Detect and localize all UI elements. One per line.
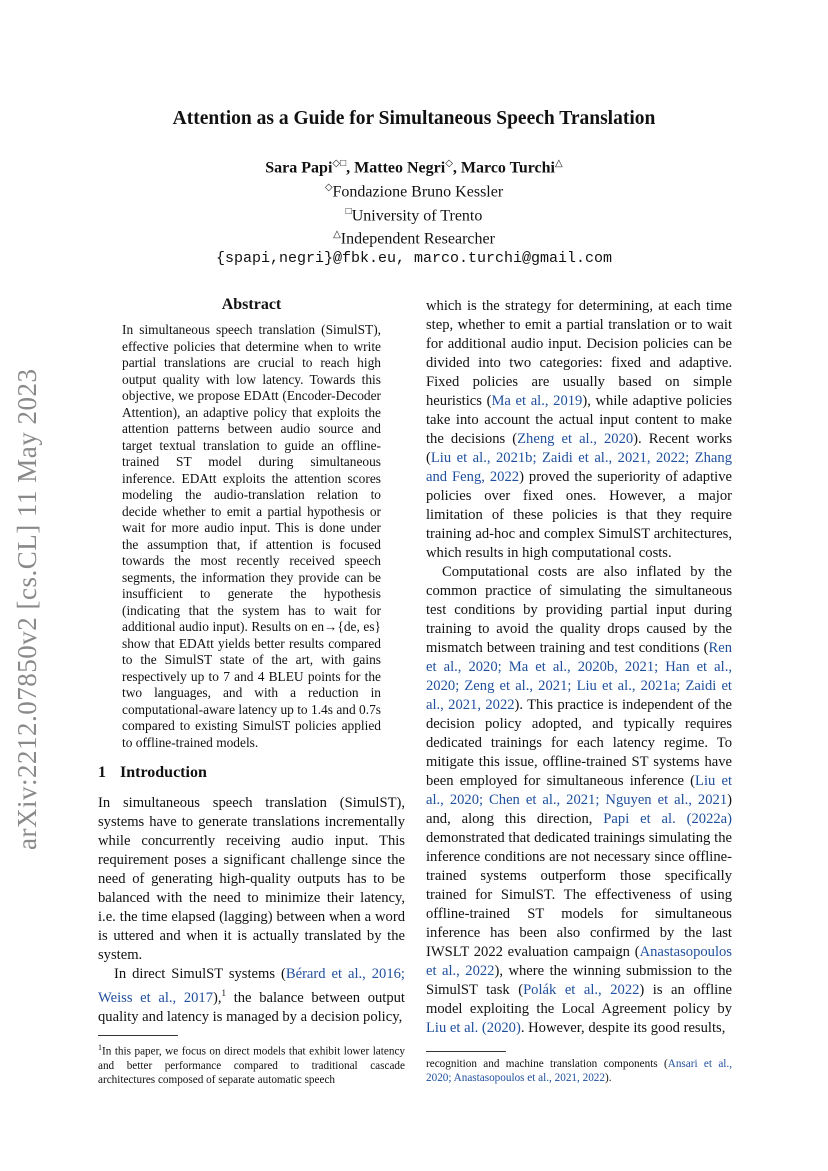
right-footnote-continuation [426,1043,732,1085]
author-3: , Marco Turchi [452,159,555,177]
footnote-marker[interactable]: 1 [221,988,227,998]
footnote-1 [98,1041,405,1087]
citation-link[interactable]: Liu et al., 2021b; Zaidi et al., 2021, 2022; Zhang and Feng, 2022 [426,450,732,485]
citation-link[interactable]: Ma et al., 2019 [491,393,583,409]
text-span: ), [213,989,222,1006]
footnote-1-continued [426,1057,732,1085]
affiliation-2-mark: □ [345,205,352,217]
text-span: ) and, along this direction, [426,792,732,827]
affiliation-3 [0,225,828,249]
left-column [98,296,405,1087]
text-span: ). Recent works ( [426,431,732,466]
footnote-rule [426,1051,506,1052]
section-heading-introduction [98,764,405,782]
citation-link[interactable]: Polák et al., 2022 [523,982,640,998]
text-span: ) is an offline model exploiting the Local Agreement policy by [426,982,732,1017]
arxiv-identifier: arXiv:2212.07850v2 [cs.CL] 11 May 2023 [12,368,42,850]
citation-link[interactable]: Anastasopoulos et al., 2022 [426,944,732,979]
text-span: . However, despite its good results, [520,1020,726,1036]
intro-paragraph-1: In simultaneous speech translation (SimulST), systems have to generate translations incrementally while concurrently receiving audio input. This requirement poses a significant challenge since the need of generating high-quality outputs has to be balanced with the need to minimize their latency, i.e. the time elapsed (lagging) between when a word is uttered and when it is actually translated by the system. [98,795,405,963]
right-column [426,297,732,1038]
author-1: Sara Papi [265,159,333,177]
section-title: Introduction [120,764,207,781]
author-3-marks: △ [555,158,563,169]
text-span: In direct SimulST systems ( [114,966,286,982]
citation-link[interactable]: Liu et al. (2020) [426,1020,521,1036]
author-names [0,154,828,178]
text-span: which is the strategy for determining, at each time step, whether to emit a partial translation or to wait for additional audio input. Decision policies can be divided into two categories: fixed and adaptive. Fixed policies are usually based on simple heuristics ( [426,298,732,409]
citation-link[interactable]: Bérard et al., 2016; Weiss et al., 2017 [98,966,405,1006]
author-1-marks: ◇□ [332,158,347,169]
affiliation-1-mark: ◇ [324,181,333,193]
footnote-1-mark: 1 [98,1042,102,1052]
paper-title: Attention as a Guide for Simultaneous Speech Translation [172,108,656,129]
footnote-rule [98,1035,178,1036]
section-number: 1 [98,764,106,781]
text-span: ). [605,1072,612,1084]
author-emails: {spapi,negri}@fbk.eu, marco.turchi@gmail.com [215,250,613,268]
affiliation-3-mark: △ [333,229,341,241]
author-block [0,154,828,269]
citation-link[interactable]: Ren et al., 2020; Ma et al., 2020b, 2021; Han et al., 2020; Zeng et al., 2021; Liu et al., 2021a; Zaidi et al., 2021, 2022 [426,640,732,713]
affiliation-3-text: Independent Researcher [340,230,495,248]
citation-link[interactable]: Zheng et al., 2020 [517,431,634,447]
citation-link[interactable]: Papi et al. (2022a) [603,811,732,827]
citation-link[interactable]: Liu et al., 2020; Chen et al., 2021; Nguyen et al., 2021 [426,773,732,808]
text-span: ), while adaptive policies take into account the actual input content to make the decisions ( [426,393,732,447]
abstract-text: In simultaneous speech translation (SimulST), effective policies that determine when to write partial translations are crucial to reach high output quality with low latency. Towards this objective, we propose EDAtt (Encoder-Decoder Attention), an adaptive policy that exploits the attention patterns between audio source and target textual translation to guide an offline-trained ST model during simultaneous inference. EDAtt exploits the attention scores modeling the audio-translation relation to decide whether to emit a partial hypothesis or wait for more audio input. This is done under the assumption that, if attention is focused towards the most recently received speech segments, the information they provide can be insufficient to generate the hypothesis (indicating that the system has to wait for additional audio input). Results on en→{de, es} show that EDAtt yields better results compared to the SimulST state of the art, with gains respectively up to 7 and 4 BLEU points for the two languages, and with a reduction in computational-aware latency up to 1.4s and 0.7s compared to existing SimulST policies applied to offline-trained models. [122,322,381,750]
text-span: ), where the winning submission to the SimulST task ( [426,963,732,998]
intro-paragraph-3 [426,297,732,563]
intro-paragraph-4 [426,563,732,1038]
text-span: ) proved the superiority of adaptive policies over fixed ones. However, a major limitation of these policies is that they require training ad-hoc and complex SimulST architectures, which results in high computational costs. [426,469,732,561]
affiliation-1-text: Fondazione Bruno Kessler [332,183,504,201]
citation-link[interactable]: Ansari et al., 2020; Anastasopoulos et al., 2021, 2022 [426,1058,732,1084]
text-span: Computational costs are also inflated by the common practice of simulating the simultaneous test conditions by providing partial input during training to avoid the quality drops caused by the mismatch between training and test conditions ( [426,564,732,656]
footnote-1-text: In this paper, we focus on direct models that exhibit lower latency and better performance compared to traditional cascade architectures composed of separate automatic speech [98,1045,405,1086]
affiliation-1 [0,178,828,202]
text-span: recognition and machine translation components ( [426,1058,668,1070]
affiliation-2 [0,202,828,226]
author-2: , Matteo Negri [346,159,446,177]
intro-paragraph-2 [98,965,405,1027]
abstract-heading: Abstract [221,296,282,313]
author-2-marks: ◇ [445,158,453,169]
affiliation-2-text: University of Trento [351,206,483,224]
text-span: the balance between output quality and latency is managed by a decision policy, [98,989,405,1025]
text-span: demonstrated that dedicated trainings simulating the inference conditions are not necessary since offline-trained systems outperform those specifically trained for SimulST. The effectiveness of using offline-trained ST models for simultaneous inference has been also confirmed by the last IWSLT 2022 evaluation campaign ( [426,830,732,960]
text-span: ). This practice is independent of the decision policy adopted, and typically requires dedicated trainings for each latency regime. To mitigate this issue, offline-trained ST systems have been employed for simultaneous inference ( [426,697,732,789]
